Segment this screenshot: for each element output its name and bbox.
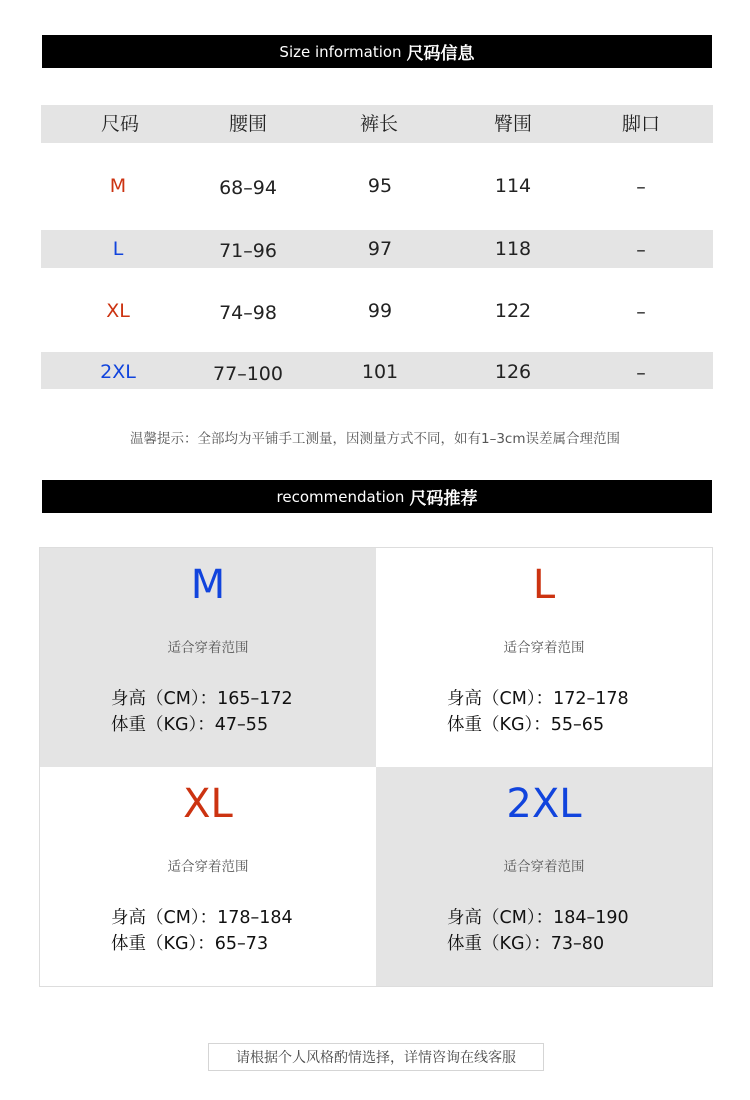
card-subtitle: 适合穿着范围 — [167, 640, 249, 656]
row-length: 95 — [367, 175, 393, 197]
measurement-note: 温馨提示：全部均为平铺手工测量，因测量方式不同，如有1–3cm误差属合理范围 — [129, 431, 620, 447]
card-weight: 体重（KG）：47–55 — [111, 715, 269, 735]
card-size: 2XL — [506, 781, 582, 827]
recommend-card-m — [40, 548, 376, 767]
card-weight: 体重（KG）：73–80 — [447, 934, 605, 954]
row-waist: 68–94 — [219, 177, 277, 199]
size-information-banner — [42, 35, 712, 68]
row-waist: 74–98 — [219, 302, 277, 324]
table-row — [41, 230, 713, 268]
card-height: 身高（CM）：172–178 — [447, 689, 629, 709]
recommendation-grid — [39, 547, 713, 987]
row-hem: – — [636, 176, 646, 198]
table-row — [41, 167, 713, 205]
row-hip: 114 — [494, 175, 532, 197]
table-header-row — [41, 105, 713, 143]
banner-title-en: Size information — [279, 42, 402, 61]
row-hip: 122 — [494, 300, 532, 322]
card-size: L — [532, 562, 556, 608]
row-length: 101 — [361, 361, 399, 383]
header-hip: 臀围 — [493, 113, 533, 135]
row-hem: – — [636, 239, 646, 261]
row-size: XL — [106, 300, 130, 322]
table-row — [41, 292, 713, 330]
card-subtitle: 适合穿着范围 — [167, 859, 249, 875]
row-length: 99 — [367, 300, 393, 322]
card-height: 身高（CM）：178–184 — [111, 908, 293, 928]
card-size: XL — [183, 781, 233, 827]
header-length: 裤长 — [359, 113, 399, 135]
card-weight: 体重（KG）：65–73 — [111, 934, 269, 954]
recommendation-banner — [42, 480, 712, 513]
customer-service-note: 请根据个人风格酌情选择，详情咨询在线客服 — [208, 1043, 544, 1071]
header-waist: 腰围 — [228, 113, 268, 135]
card-height: 身高（CM）：184–190 — [447, 908, 629, 928]
recommend-card-2xl — [376, 767, 712, 986]
recommend-card-xl — [40, 767, 376, 986]
row-size: 2XL — [100, 361, 136, 383]
row-length: 97 — [367, 238, 393, 260]
size-table — [41, 105, 713, 385]
row-size: M — [109, 175, 127, 197]
card-subtitle: 适合穿着范围 — [503, 859, 585, 875]
row-waist: 77–100 — [213, 363, 283, 385]
row-waist: 71–96 — [219, 240, 277, 262]
header-size: 尺码 — [100, 113, 140, 135]
row-hip: 126 — [494, 361, 532, 383]
card-weight: 体重（KG）：55–65 — [447, 715, 605, 735]
banner-title-cn: 尺码推荐 — [409, 489, 478, 509]
banner-title-cn: 尺码信息 — [406, 44, 475, 64]
card-subtitle: 适合穿着范围 — [503, 640, 585, 656]
table-row — [41, 352, 713, 389]
card-height: 身高（CM）：165–172 — [111, 689, 293, 709]
card-size: M — [190, 562, 226, 608]
row-hem: – — [636, 362, 646, 384]
recommend-card-l — [376, 548, 712, 767]
banner-title-en: recommendation — [276, 487, 405, 506]
row-hip: 118 — [494, 238, 532, 260]
row-hem: – — [636, 301, 646, 323]
header-hem: 脚口 — [621, 113, 661, 135]
row-size: L — [112, 238, 124, 260]
